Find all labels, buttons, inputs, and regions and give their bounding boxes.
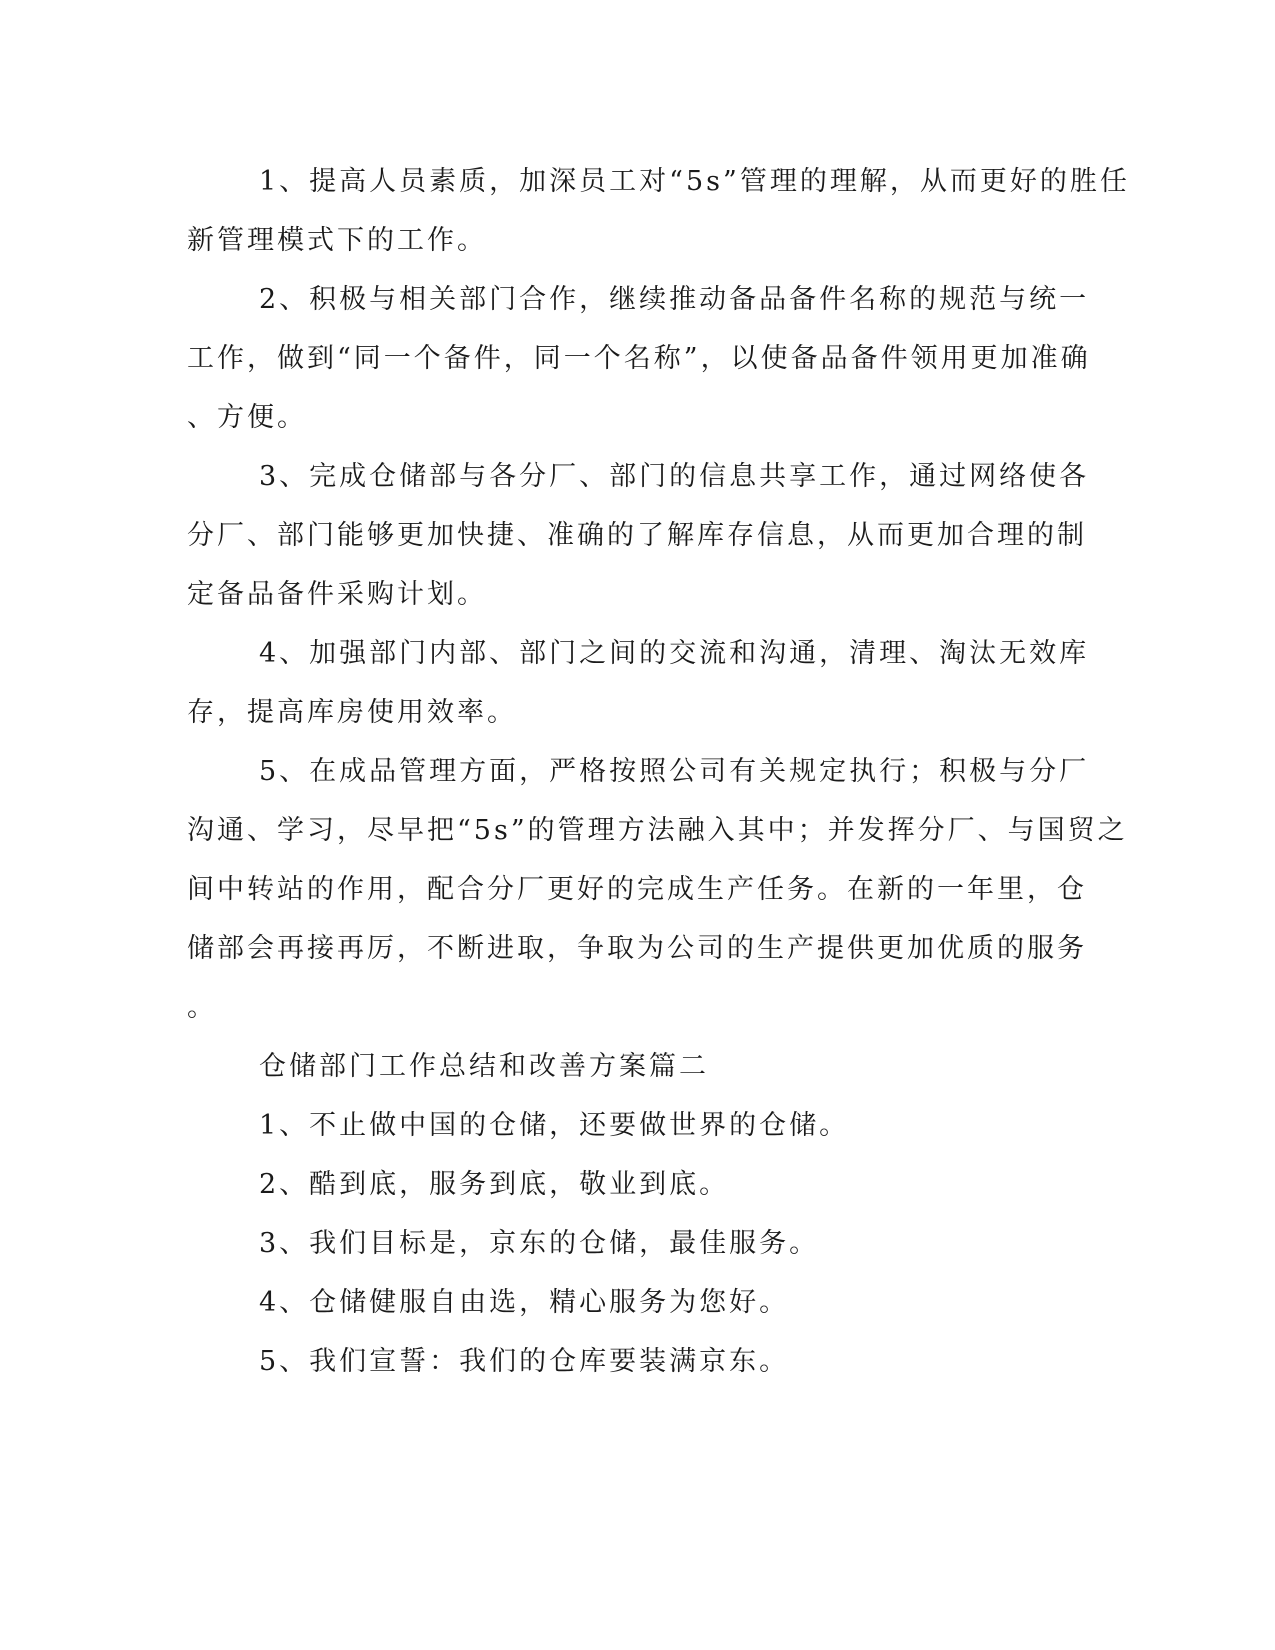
slogan-2: 2、酷到底，服务到底，敬业到底。 — [259, 1169, 730, 1200]
paragraph-3-line-3: 定备品备件采购计划。 — [187, 579, 487, 610]
section-title: 仓储部门工作总结和改善方案篇二 — [259, 1051, 709, 1082]
slogan-3: 3、我们目标是，京东的仓储，最佳服务。 — [259, 1228, 820, 1259]
paragraph-5-line-1: 5、在成品管理方面，严格按照公司有关规定执行；积极与分厂 — [259, 756, 1090, 787]
paragraph-1-line-2: 新管理模式下的工作。 — [187, 225, 487, 256]
slogan-1: 1、不止做中国的仓储，还要做世界的仓储。 — [259, 1110, 850, 1141]
paragraph-3-line-1: 3、完成仓储部与各分厂、部门的信息共享工作，通过网络使各 — [259, 461, 1090, 492]
paragraph-4-line-1: 4、加强部门内部、部门之间的交流和沟通，清理、淘汰无效库 — [259, 638, 1090, 669]
paragraph-3-line-2: 分厂、部门能够更加快捷、准确的了解库存信息，从而更加合理的制 — [187, 520, 1087, 551]
paragraph-5-line-4: 储部会再接再厉，不断进取，争取为公司的生产提供更加优质的服务 — [187, 933, 1087, 964]
paragraph-5-line-5: 。 — [187, 992, 217, 1023]
paragraph-2-line-3: 、方便。 — [187, 402, 307, 433]
paragraph-1-line-1: 1、提高人员素质，加深员工对“5s”管理的理解，从而更好的胜任 — [259, 166, 1130, 197]
slogan-4: 4、仓储健服自由选，精心服务为您好。 — [259, 1287, 790, 1318]
slogan-5: 5、我们宣誓：我们的仓库要装满京东。 — [259, 1346, 790, 1377]
paragraph-2-line-1: 2、积极与相关部门合作，继续推动备品备件名称的规范与统一 — [259, 284, 1090, 315]
paragraph-5-line-3: 间中转站的作用，配合分厂更好的完成生产任务。在新的一年里，仓 — [187, 874, 1087, 905]
paragraph-4-line-2: 存，提高库房使用效率。 — [187, 697, 517, 728]
paragraph-5-line-2: 沟通、学习，尽早把“5s”的管理方法融入其中；并发挥分厂、与国贸之 — [187, 815, 1128, 846]
paragraph-2-line-2: 工作，做到“同一个备件，同一个名称”，以使备品备件领用更加准确 — [187, 343, 1091, 374]
